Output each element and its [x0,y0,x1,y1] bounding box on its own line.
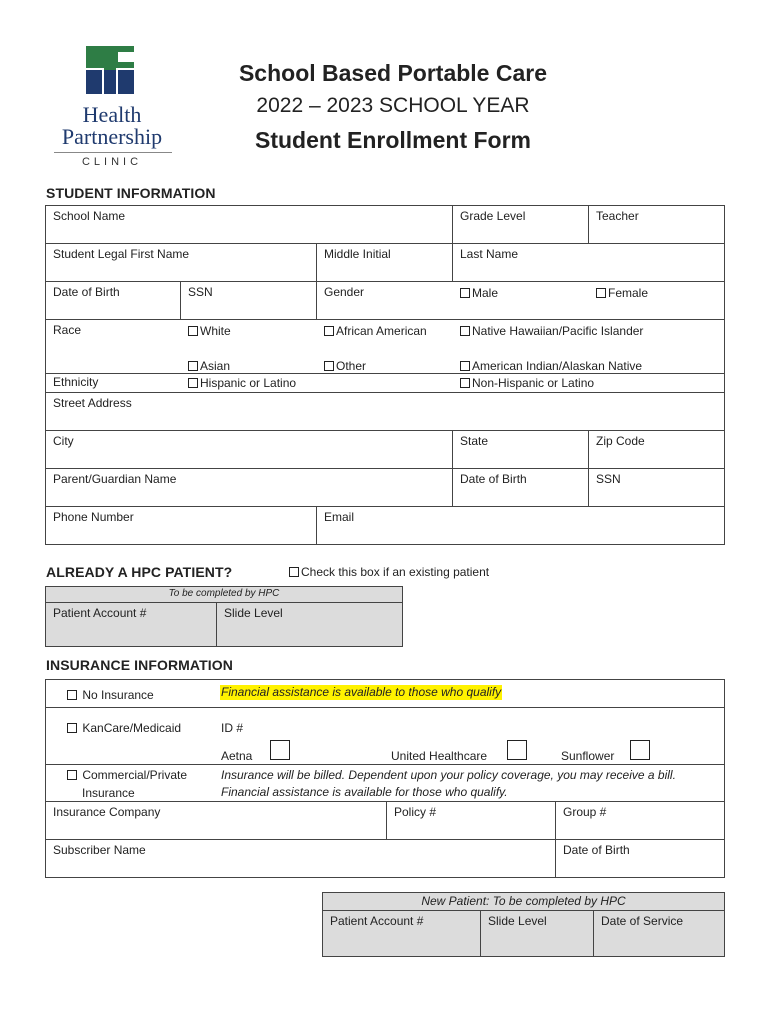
policy-field[interactable]: Policy # [394,805,437,819]
other-checkbox[interactable] [324,361,334,371]
student-section-title: STUDENT INFORMATION [46,185,216,201]
email-field[interactable]: Email [324,510,355,524]
no-insurance-option[interactable]: No Insurance [60,685,161,706]
ssn-field[interactable]: SSN [188,285,213,299]
kancare-option[interactable]: KanCare/Medicaid [60,718,188,739]
billing-note-line2: Financial assistance is available for those who qualify. [221,785,508,799]
guardian-name-field[interactable]: Parent/Guardian Name [53,472,177,486]
aetna-label: Aetna [221,749,253,763]
insurance-company-field[interactable]: Insurance Company [53,805,161,819]
new-patient-caption: New Patient: To be completed by HPC [421,894,626,908]
grade-level-field[interactable]: Grade Level [460,209,526,223]
first-name-field[interactable]: Student Legal First Name [53,247,190,261]
financial-assistance-note: Financial assistance is available to those who qualify [221,685,502,699]
group-field[interactable]: Group # [563,805,607,819]
kancare-checkbox[interactable] [67,723,77,733]
guardian-ssn-field[interactable]: SSN [596,472,621,486]
native-hawaiian-option[interactable]: Native Hawaiian/Pacific Islander [453,321,650,342]
hispanic-checkbox[interactable] [188,378,198,388]
subscriber-dob-field[interactable]: Date of Birth [563,843,630,857]
existing-patient-title: ALREADY A HPC PATIENT? [46,564,233,580]
page-title: School Based Portable Care [238,60,548,86]
state-field[interactable]: State [460,434,489,448]
teacher-field[interactable]: Teacher [596,209,639,223]
asian-option[interactable]: Asian [181,356,237,377]
middle-initial-field[interactable]: Middle Initial [324,247,391,261]
non-hispanic-checkbox[interactable] [460,378,470,388]
insurance-section-title: INSURANCE INFORMATION [46,657,233,673]
united-checkbox[interactable] [507,740,527,760]
school-year: 2022 – 2023 SCHOOL YEAR [256,94,530,117]
african-american-checkbox[interactable] [324,326,334,336]
gender-label: Gender [324,285,365,299]
ethnicity-label: Ethnicity [53,375,99,389]
male-checkbox[interactable] [460,288,470,298]
native-hawaiian-checkbox[interactable] [460,326,470,336]
phone-field[interactable]: Phone Number [53,510,134,524]
logo-mark-icon [86,46,136,96]
date-of-service-field[interactable]: Date of Service [601,914,684,928]
form-title: Student Enrollment Form [255,127,531,153]
hispanic-option[interactable]: Hispanic or Latino [181,375,303,394]
american-indian-option[interactable]: American Indian/Alaskan Native [453,356,649,377]
clinic-logo [46,44,178,174]
insurance-id-field[interactable]: ID # [221,721,244,735]
existing-slide-field[interactable]: Slide Level [224,606,283,620]
zip-field[interactable]: Zip Code [596,434,645,448]
united-label: United Healthcare [391,749,488,763]
hpc-caption: To be completed by HPC [168,588,280,599]
existing-patient-checkbox[interactable] [289,567,299,577]
sunflower-label: Sunflower [561,749,615,763]
commercial-label-line2: Insurance [82,786,135,800]
existing-account-field[interactable]: Patient Account # [53,606,147,620]
logo-text-health: Health [82,102,142,127]
african-american-option[interactable]: African American [317,321,434,342]
logo-text-clinic: CLINIC [81,156,143,168]
no-insurance-checkbox[interactable] [67,690,77,700]
commercial-checkbox[interactable] [67,770,77,780]
city-field[interactable]: City [53,434,74,448]
logo-rule [54,152,172,153]
subscriber-name-field[interactable]: Subscriber Name [53,843,146,857]
non-hispanic-option[interactable]: Non-Hispanic or Latino [453,375,601,394]
american-indian-checkbox[interactable] [460,361,470,371]
aetna-checkbox[interactable] [270,740,290,760]
female-option[interactable]: Female [589,283,655,304]
school-name-field[interactable]: School Name [53,209,126,223]
new-account-field[interactable]: Patient Account # [330,914,424,928]
race-label: Race [53,323,82,337]
white-option[interactable]: White [181,321,238,342]
white-checkbox[interactable] [188,326,198,336]
female-checkbox[interactable] [596,288,606,298]
male-option[interactable]: Male [453,283,505,304]
street-address-field[interactable]: Street Address [53,396,132,410]
logo-text-partnership: Partnership [61,124,163,149]
dob-field[interactable]: Date of Birth [53,285,120,299]
existing-patient-option[interactable]: Check this box if an existing patient [282,562,496,583]
last-name-field[interactable]: Last Name [460,247,519,261]
other-option[interactable]: Other [317,356,373,377]
commercial-option[interactable]: Commercial/Private [60,765,194,786]
billing-note-line1: Insurance will be billed. Dependent upon your policy coverage, you may receive a bill. [221,768,676,782]
asian-checkbox[interactable] [188,361,198,371]
sunflower-checkbox[interactable] [630,740,650,760]
new-slide-field[interactable]: Slide Level [488,914,547,928]
guardian-dob-field[interactable]: Date of Birth [460,472,527,486]
